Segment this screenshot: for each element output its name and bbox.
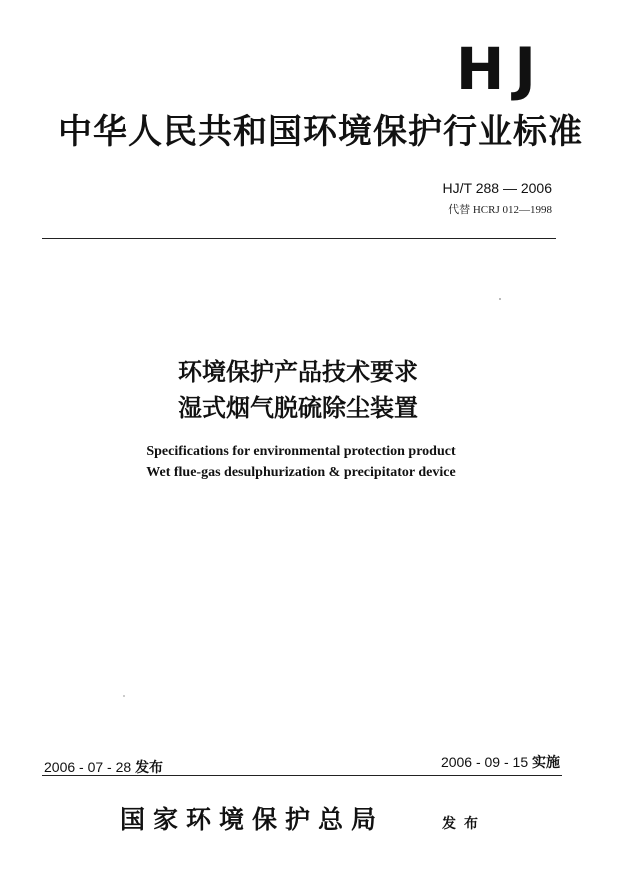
issuing-authority: 国家环境保护总局 <box>120 805 385 834</box>
hj-logo: HJ <box>455 35 546 103</box>
title-en-line1: Specifications for environmental protection product <box>146 444 456 459</box>
title-en-line2: Wet flue-gas desulphurization & precipitator device <box>146 465 456 480</box>
implementation-label: 实施 <box>532 755 560 771</box>
issue-date <box>44 757 163 777</box>
industry-standard-title: 中华人民共和国环境保护行业标准 <box>58 112 583 152</box>
implementation-date-value: 2006 - 09 - 15 <box>440 754 529 770</box>
title-cn-line2: 湿式烟气脱硫除尘装置 <box>178 394 418 422</box>
footer-divider <box>42 775 562 776</box>
issue-date-value: 2006 - 07 - 28 <box>44 759 132 775</box>
title-cn-line1: 环境保护产品技术要求 <box>178 358 418 386</box>
scan-speck <box>499 298 501 300</box>
scan-speck <box>123 695 125 697</box>
replaces-standard: 代替 HCRJ 012—1998 <box>448 204 552 216</box>
issued-label: 发布 <box>442 816 486 832</box>
implementation-date <box>441 752 560 772</box>
issue-label: 发布 <box>135 760 164 776</box>
header-divider <box>42 238 556 239</box>
standard-number: HJ/T 288 — 2006 <box>442 180 552 196</box>
